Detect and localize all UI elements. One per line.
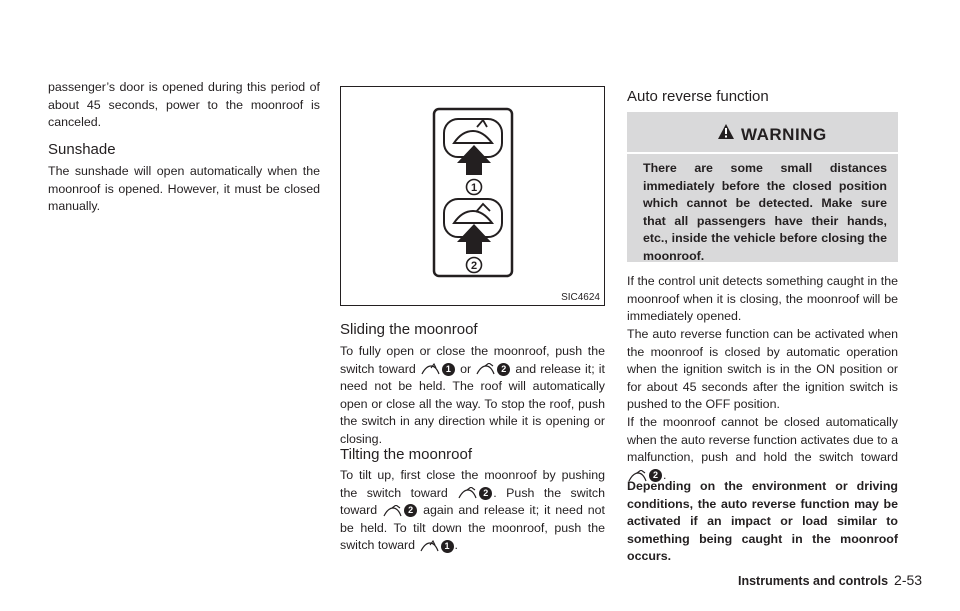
warning-box — [627, 112, 898, 262]
callout-2: 2 — [470, 260, 478, 272]
circled-number-2: 2 — [649, 469, 662, 482]
figure-caption: SIC4624 — [561, 292, 600, 303]
warning-triangle-icon — [717, 123, 735, 140]
moonroof-switch-figure — [340, 86, 605, 306]
sliding-paragraph: To fully open or close the moonroof, push the switch toward 1 or 2 and release it; it need not be held. The roof will automatically open or close all the way. To stop the roof, push the switch in any direction while it is opening or closing. — [340, 344, 605, 446]
auto-reverse-bold-para: Depending on the environment or driving conditions, the auto reverse function may be activated if an impact or load similar to something being caught in the moonroof occurs. — [627, 479, 898, 564]
circled-number-2: 2 — [497, 363, 510, 376]
page-number: 2-53 — [894, 572, 923, 588]
auto-reverse-para-1: If the control unit detects something caught in the moonroof when it is closing, the moonroof will be immediately opened. — [627, 274, 898, 324]
moonroof-switch-illustration — [341, 87, 606, 307]
callout-1: 1 — [470, 182, 478, 194]
auto-reverse-heading: Auto reverse function — [627, 88, 769, 105]
moonroof-switch-icon — [458, 487, 477, 499]
tilting-paragraph: To tilt up, first close the moonroof by pushing the switch toward 2 . Push the switch toward 2 again and release it; it need not be held. To tilt down the moonroof, push the switch toward 1 . — [340, 468, 605, 553]
circled-number-2: 2 — [479, 487, 492, 500]
sunshade-heading: Sunshade — [48, 141, 116, 158]
tilting-heading: Tilting the moonroof — [340, 446, 473, 463]
circled-number-1: 1 — [441, 540, 454, 553]
sunshade-paragraph: The sunshade will open automatically when the moonroof is opened. However, it must be closed manually. — [48, 164, 320, 214]
warning-divider — [627, 152, 898, 154]
circled-number-1: 1 — [442, 363, 455, 376]
moonroof-switch-icon — [420, 540, 439, 552]
footer-section: Instruments and controls — [738, 574, 889, 588]
page-footer — [738, 572, 922, 588]
warning-title: WARNING — [741, 125, 827, 144]
circled-number-2: 2 — [404, 504, 417, 517]
auto-reverse-para-2: The auto reverse function can be activated when the moonroof is closed by automatic operation when the ignition switch is in the ON position or for about 45 seconds after the ignition switch is pushed to the OFF position. — [627, 327, 898, 412]
moonroof-switch-icon — [421, 363, 440, 375]
continued-paragraph: passenger’s door is opened during this period of about 45 seconds, power to the moonroof is canceled. — [48, 80, 320, 130]
auto-reverse-para-3: If the moonroof cannot be closed automatically when the auto reverse function activates due to a malfunction, push and hold the switch toward 2 . — [627, 415, 898, 482]
moonroof-switch-icon — [476, 363, 495, 375]
sliding-heading: Sliding the moonroof — [340, 321, 478, 338]
moonroof-switch-icon — [383, 505, 402, 517]
warning-text: There are some small distances immediately before the closed position which cannot be detected. Make sure that all passengers have their hands, etc., inside the vehicle before closing the moonroof. — [643, 161, 887, 263]
